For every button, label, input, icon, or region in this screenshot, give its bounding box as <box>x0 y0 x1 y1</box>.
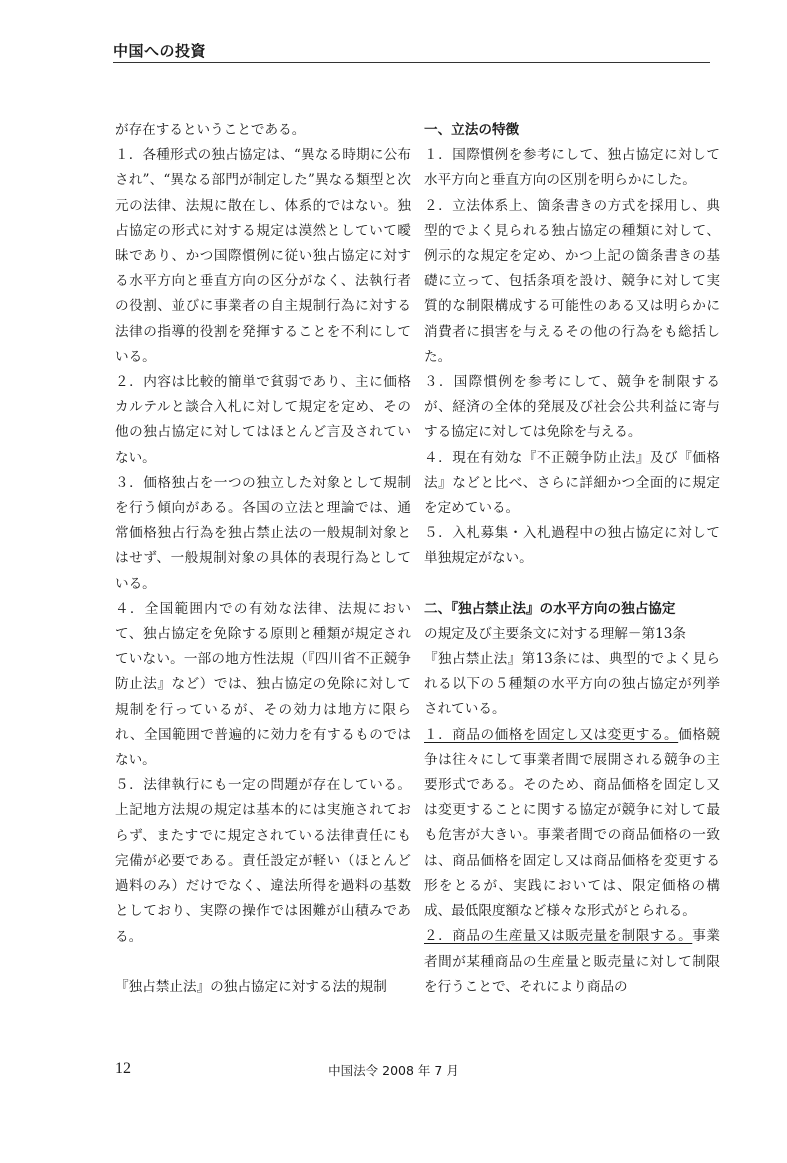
section-heading: 二、『独占禁止法』の水平方向の独占協定 <box>424 600 676 617</box>
paragraph: ３．価格独占を一つの独立した対象として規制を行う傾向がある。各国の立法と理論では、通常価格独占行為を独占禁止法の一般規制対象とはせず、一般規制対象の具体的表現行為としている。 <box>115 474 411 592</box>
paragraph <box>424 723 720 925</box>
paragraph-text: 事業者間が某種商品の生産量と販売量に対して制限を行うことで、それにより商品の <box>424 928 721 995</box>
header-title: 中国への投資 <box>113 42 207 60</box>
right-column <box>424 118 720 1000</box>
paragraph: １．各種形式の独占協定は、“異なる時期に公布され”、“異なる部門が制定した”異なる類型と次元の法律、法規に散在し、体系的ではない。独占協定の形式に対する規定は漠然としていて曖昧であり、かつ国際慣例に従い独占協定に対する水平方向と垂直方向の区分がなく、法執行者の役割、並びに事業者の自主規制行為に対する法律の指導的役割を発揮することを不利にしている。 <box>115 147 411 365</box>
paragraph: １．国際慣例を参考にして、独占協定に対して水平方向と垂直方向の区別を明らかにした。 <box>424 147 720 189</box>
page-header <box>113 38 710 63</box>
paragraph: が存在するということである。 <box>115 122 306 138</box>
paragraph: の規定及び主要条文に対する理解－第13条 <box>424 625 686 642</box>
paragraph: ５．入札募集・入札過程中の独占協定に対して単独規定がない。 <box>424 525 720 567</box>
paragraph: 『独占禁止法』第13条には、典型的でよく見られる以下の５種類の水平方向の独占協定が列挙されている。 <box>424 651 720 718</box>
underlined-text: １．商品の価格を固定し又は変更する。 <box>424 726 679 743</box>
section-heading: 一、立法の特徴 <box>424 122 520 138</box>
paragraph: ３．国際慣例を参考にして、競争を制限するが、経済の全体的発展及び社会公共利益に寄与する協定に対しては免除を与える。 <box>424 374 720 441</box>
paragraph: 『独占禁止法』の独占協定に対する法的規制 <box>115 978 387 995</box>
publication-info: 中国法令 2008 年 7 月 <box>328 1063 459 1078</box>
paragraph <box>424 924 720 1000</box>
paragraph: ２．内容は比較的簡単で貧弱であり、主に価格カルテルと談合入札に対して規定を定め、その他の独占協定に対してはほとんど言及されていない。 <box>115 374 411 466</box>
paragraph: ４．全国範囲内での有効な法律、法規において、独占協定を免除する原則と種類が規定されていない。一部の地方性法規（『四川省不正競争防止法』など）では、独占協定の免除に対して規制を行っているが、その効力は地方に限られ、全国範囲で普遍的に効力を有するものではない。 <box>115 600 411 769</box>
paragraph: ２．立法体系上、箇条書きの方式を採用し、典型的でよく見られる独占協定の種類に対して、例示的な規定を定め、かつ上記の箇条書きの基礎に立って、包括条項を設け、競争に対して実質的な制限構成する可能性のある又は明らかに消費者に損害を与えるその他の行為をも総括した。 <box>424 197 720 365</box>
left-column <box>115 118 411 1000</box>
underlined-text: ２．商品の生産量又は販売量を制限する。 <box>424 928 693 945</box>
paragraph-text: 価格競争は往々にして事業者間で展開される競争の主要形式である。そのため、商品価格を固定し又は変更することに関する協定が競争に対して最も危害が大きい。事業者間での商品価格の一致は、商品価格を固定し又は商品価格を変更する形をとるが、実践においては、限定価格の構成、最低限度額など様々な形式がとられる。 <box>424 726 721 920</box>
page-number: 12 <box>115 1060 131 1077</box>
paragraph: ４．現在有効な『不正競争防止法』及び『価格法』などと比べ、さらに詳細かつ全面的に規定を定めている。 <box>424 449 720 517</box>
paragraph: ５．法律執行にも一定の問題が存在している。上記地方法規の規定は基本的には実施されておらず、またすでに規定されている法律責任にも完備が必要である。責任設定が軽い（ほとんど過料のみ）だけでなく、違法所得を過料の基数としており、実際の操作では困難が山積みである。 <box>115 777 411 945</box>
